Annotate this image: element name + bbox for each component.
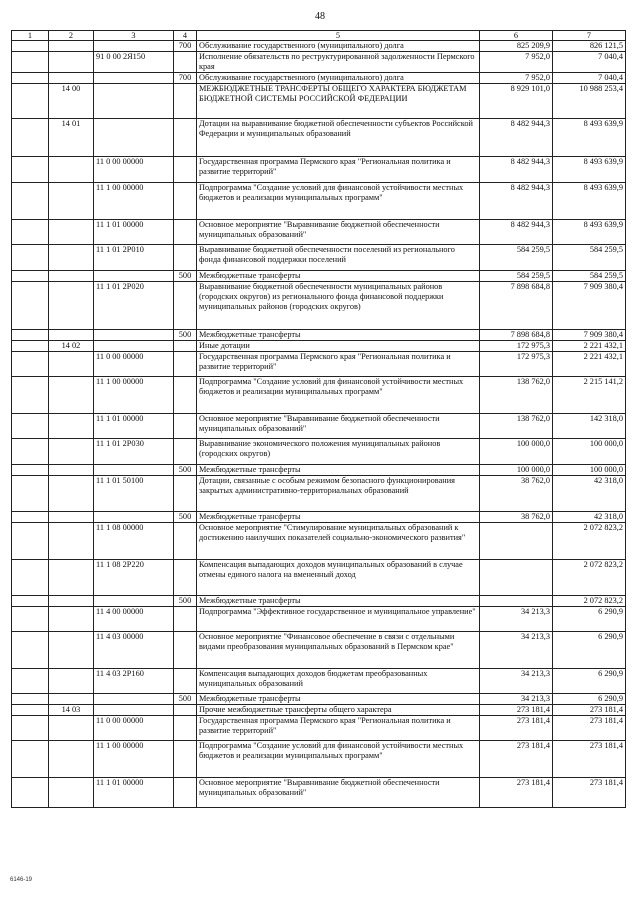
cell-expense-type [174, 607, 197, 632]
cell-description: Межбюджетные трансферты [197, 330, 480, 341]
cell-amount-year-2: 273 181,4 [553, 741, 626, 778]
cell-description: Государственная программа Пермского края "Региональная политика и развитие территорий" [197, 716, 480, 741]
cell-amount-year-1: 8 482 944,3 [480, 157, 553, 183]
cell-target-article: 11 1 01 00000 [94, 778, 174, 808]
cell-subsection-code [49, 596, 94, 607]
cell-target-article: 11 4 03 00000 [94, 632, 174, 669]
cell-amount-year-2: 584 259,5 [553, 271, 626, 282]
cell-amount-year-2: 584 259,5 [553, 245, 626, 271]
cell-expense-type [174, 778, 197, 808]
cell-target-article [94, 119, 174, 157]
cell-section-index [12, 596, 49, 607]
cell-description: Основное мероприятие "Финансовое обеспечение в связи с отдельными видами преобразования муниципальных образований в Пермском крае" [197, 632, 480, 669]
cell-amount-year-1: 8 482 944,3 [480, 183, 553, 220]
cell-target-article: 11 1 01 2Р010 [94, 245, 174, 271]
cell-amount-year-1: 7 898 684,8 [480, 282, 553, 330]
cell-expense-type [174, 560, 197, 596]
cell-expense-type: 500 [174, 271, 197, 282]
table-row [12, 282, 626, 330]
cell-amount-year-2: 7 909 380,4 [553, 282, 626, 330]
cell-amount-year-1 [480, 523, 553, 560]
cell-subsection-code [49, 220, 94, 245]
cell-section-index [12, 669, 49, 694]
cell-target-article [94, 271, 174, 282]
cell-description: Межбюджетные трансферты [197, 271, 480, 282]
cell-target-article: 11 0 00 00000 [94, 157, 174, 183]
cell-amount-year-2: 8 493 639,9 [553, 119, 626, 157]
cell-amount-year-2: 7 040,4 [553, 73, 626, 84]
cell-target-article: 11 1 01 00000 [94, 220, 174, 245]
cell-section-index [12, 41, 49, 52]
cell-target-article: 11 0 00 00000 [94, 352, 174, 377]
cell-section-index [12, 439, 49, 465]
cell-expense-type: 500 [174, 330, 197, 341]
cell-description: Основное мероприятие "Стимулирование муниципальных образований к достижению наилучших показателей социально-экономического развития" [197, 523, 480, 560]
cell-description: Межбюджетные трансферты [197, 596, 480, 607]
cell-amount-year-2: 8 493 639,9 [553, 220, 626, 245]
cell-amount-year-1: 34 213,3 [480, 669, 553, 694]
cell-target-article [94, 596, 174, 607]
cell-description: Государственная программа Пермского края "Региональная политика и развитие территорий" [197, 157, 480, 183]
cell-description: Обслуживание государственного (муниципального) долга [197, 41, 480, 52]
cell-target-article: 11 0 00 00000 [94, 716, 174, 741]
cell-subsection-code [49, 271, 94, 282]
cell-amount-year-1: 7 898 684,8 [480, 330, 553, 341]
cell-target-article [94, 73, 174, 84]
cell-subsection-code [49, 73, 94, 84]
cell-amount-year-1: 273 181,4 [480, 741, 553, 778]
cell-section-index [12, 157, 49, 183]
cell-amount-year-2: 826 121,5 [553, 41, 626, 52]
cell-target-article: 11 1 08 2Р220 [94, 560, 174, 596]
cell-amount-year-2: 7 909 380,4 [553, 330, 626, 341]
table-row [12, 523, 626, 560]
table-row [12, 330, 626, 341]
cell-description: Основное мероприятие "Выравнивание бюджетной обеспеченности муниципальных образований" [197, 220, 480, 245]
cell-target-article [94, 512, 174, 523]
cell-target-article [94, 705, 174, 716]
cell-amount-year-2: 42 318,0 [553, 476, 626, 512]
table-row [12, 476, 626, 512]
cell-target-article: 11 1 00 00000 [94, 741, 174, 778]
cell-amount-year-1: 100 000,0 [480, 439, 553, 465]
cell-section-index [12, 560, 49, 596]
cell-amount-year-1: 172 975,3 [480, 352, 553, 377]
cell-target-article: 11 1 00 00000 [94, 377, 174, 414]
cell-amount-year-1: 100 000,0 [480, 465, 553, 476]
table-row [12, 607, 626, 632]
table-body [12, 41, 626, 808]
cell-description: Дотации на выравнивание бюджетной обеспеченности субъектов Российской Федерации и муниципальных образований [197, 119, 480, 157]
cell-amount-year-2: 2 072 823,2 [553, 523, 626, 560]
cell-section-index [12, 705, 49, 716]
table-row [12, 84, 626, 119]
cell-section-index [12, 377, 49, 414]
cell-subsection-code [49, 632, 94, 669]
column-header: 5 [197, 31, 480, 41]
cell-subsection-code [49, 512, 94, 523]
cell-amount-year-1 [480, 596, 553, 607]
cell-description: Подпрограмма "Создание условий для финансовой устойчивости местных бюджетов и реализации муниципальных программ" [197, 183, 480, 220]
cell-amount-year-1: 584 259,5 [480, 245, 553, 271]
table-row [12, 73, 626, 84]
cell-description: Основное мероприятие "Выравнивание бюджетной обеспеченности муниципальных образований" [197, 414, 480, 439]
cell-expense-type [174, 119, 197, 157]
cell-target-article: 11 1 01 2Р030 [94, 439, 174, 465]
cell-section-index [12, 778, 49, 808]
cell-target-article: 11 1 01 2Р020 [94, 282, 174, 330]
cell-description: МЕЖБЮДЖЕТНЫЕ ТРАНСФЕРТЫ ОБЩЕГО ХАРАКТЕРА БЮДЖЕТАМ БЮДЖЕТНОЙ СИСТЕМЫ РОССИЙСКОЙ ФЕДЕРАЦИИ [197, 84, 480, 119]
cell-target-article: 11 1 01 00000 [94, 414, 174, 439]
cell-expense-type [174, 183, 197, 220]
cell-amount-year-2: 142 318,0 [553, 414, 626, 439]
cell-subsection-code [49, 476, 94, 512]
table-row [12, 271, 626, 282]
cell-target-article: 11 1 00 00000 [94, 183, 174, 220]
cell-amount-year-1: 273 181,4 [480, 705, 553, 716]
table-row [12, 183, 626, 220]
cell-section-index [12, 52, 49, 73]
cell-expense-type [174, 52, 197, 73]
cell-subsection-code: 14 02 [49, 341, 94, 352]
cell-expense-type: 500 [174, 694, 197, 705]
cell-amount-year-2: 273 181,4 [553, 705, 626, 716]
cell-amount-year-2: 2 221 432,1 [553, 352, 626, 377]
cell-target-article [94, 41, 174, 52]
cell-section-index [12, 476, 49, 512]
cell-expense-type [174, 523, 197, 560]
cell-target-article [94, 694, 174, 705]
cell-subsection-code [49, 52, 94, 73]
cell-expense-type [174, 282, 197, 330]
cell-subsection-code [49, 183, 94, 220]
cell-subsection-code [49, 741, 94, 778]
cell-amount-year-1: 825 209,9 [480, 41, 553, 52]
cell-amount-year-2: 273 181,4 [553, 716, 626, 741]
column-header: 7 [553, 31, 626, 41]
cell-expense-type [174, 414, 197, 439]
cell-expense-type [174, 439, 197, 465]
cell-amount-year-2: 100 000,0 [553, 465, 626, 476]
table-row [12, 596, 626, 607]
cell-amount-year-2: 2 072 823,2 [553, 560, 626, 596]
table-row [12, 414, 626, 439]
table-row [12, 669, 626, 694]
cell-expense-type [174, 157, 197, 183]
cell-subsection-code [49, 439, 94, 465]
cell-amount-year-1: 273 181,4 [480, 778, 553, 808]
cell-amount-year-2: 6 290,9 [553, 694, 626, 705]
cell-subsection-code [49, 778, 94, 808]
cell-section-index [12, 119, 49, 157]
column-header: 2 [49, 31, 94, 41]
document-code: 6146-19 [10, 877, 33, 883]
cell-amount-year-1: 38 762,0 [480, 476, 553, 512]
cell-description: Выравнивание бюджетной обеспеченности поселений из регионального фонда финансовой поддержки поселений [197, 245, 480, 271]
cell-amount-year-1: 34 213,3 [480, 607, 553, 632]
table-row [12, 119, 626, 157]
table-row [12, 512, 626, 523]
cell-section-index [12, 716, 49, 741]
cell-amount-year-1: 273 181,4 [480, 716, 553, 741]
cell-description: Подпрограмма "Создание условий для финансовой устойчивости местных бюджетов и реализации муниципальных программ" [197, 741, 480, 778]
budget-table [11, 30, 626, 808]
cell-amount-year-1: 8 482 944,3 [480, 220, 553, 245]
cell-section-index [12, 741, 49, 778]
cell-description: Межбюджетные трансферты [197, 512, 480, 523]
cell-amount-year-2: 10 988 253,4 [553, 84, 626, 119]
cell-section-index [12, 414, 49, 439]
cell-section-index [12, 271, 49, 282]
cell-description: Компенсация выпадающих доходов муниципальных образований в случае отмены единого налога на вмененный доход [197, 560, 480, 596]
cell-description: Выравнивание экономического положения муниципальных районов (городских округов) [197, 439, 480, 465]
cell-expense-type [174, 632, 197, 669]
cell-description: Обслуживание государственного (муниципального) долга [197, 73, 480, 84]
cell-amount-year-2: 6 290,9 [553, 632, 626, 669]
cell-expense-type: 500 [174, 596, 197, 607]
cell-amount-year-2: 2 215 141,2 [553, 377, 626, 414]
column-header: 6 [480, 31, 553, 41]
cell-expense-type [174, 352, 197, 377]
cell-description: Компенсация выпадающих доходов бюджетам преобразованных муниципальных образований [197, 669, 480, 694]
cell-amount-year-1: 8 482 944,3 [480, 119, 553, 157]
cell-subsection-code [49, 669, 94, 694]
cell-section-index [12, 73, 49, 84]
table-row [12, 716, 626, 741]
cell-amount-year-1: 34 213,3 [480, 694, 553, 705]
cell-subsection-code [49, 716, 94, 741]
cell-target-article: 11 1 08 00000 [94, 523, 174, 560]
cell-amount-year-1: 172 975,3 [480, 341, 553, 352]
cell-section-index [12, 341, 49, 352]
cell-description: Прочие межбюджетные трансферты общего характера [197, 705, 480, 716]
cell-section-index [12, 632, 49, 669]
cell-description: Выравнивание бюджетной обеспеченности муниципальных районов (городских округов) из регионального фонда финансовой поддержки муниципальных районов (городских округов) [197, 282, 480, 330]
table-row [12, 245, 626, 271]
cell-expense-type [174, 220, 197, 245]
cell-subsection-code [49, 465, 94, 476]
cell-amount-year-2: 6 290,9 [553, 669, 626, 694]
table-row [12, 632, 626, 669]
header-row [12, 31, 626, 41]
cell-description: Исполнение обязательств по реструктурированной задолженности Пермского края [197, 52, 480, 73]
table-row [12, 560, 626, 596]
cell-amount-year-2: 7 040,4 [553, 52, 626, 73]
cell-section-index [12, 220, 49, 245]
cell-subsection-code [49, 607, 94, 632]
cell-target-article [94, 465, 174, 476]
cell-amount-year-2: 273 181,4 [553, 778, 626, 808]
cell-amount-year-2: 100 000,0 [553, 439, 626, 465]
cell-amount-year-2: 8 493 639,9 [553, 183, 626, 220]
cell-amount-year-1: 8 929 101,0 [480, 84, 553, 119]
cell-description: Межбюджетные трансферты [197, 465, 480, 476]
cell-section-index [12, 282, 49, 330]
cell-expense-type [174, 669, 197, 694]
cell-target-article: 11 1 01 50100 [94, 476, 174, 512]
cell-section-index [12, 245, 49, 271]
cell-section-index [12, 352, 49, 377]
cell-description: Подпрограмма "Создание условий для финансовой устойчивости местных бюджетов и реализации муниципальных программ" [197, 377, 480, 414]
cell-expense-type: 700 [174, 41, 197, 52]
cell-amount-year-1: 38 762,0 [480, 512, 553, 523]
table-row [12, 341, 626, 352]
cell-amount-year-2: 2 072 823,2 [553, 596, 626, 607]
cell-section-index [12, 465, 49, 476]
cell-amount-year-1: 34 213,3 [480, 632, 553, 669]
table-row [12, 157, 626, 183]
cell-section-index [12, 523, 49, 560]
cell-expense-type [174, 716, 197, 741]
cell-description: Иные дотации [197, 341, 480, 352]
cell-subsection-code [49, 245, 94, 271]
cell-section-index [12, 183, 49, 220]
cell-description: Межбюджетные трансферты [197, 694, 480, 705]
cell-section-index [12, 512, 49, 523]
cell-description: Государственная программа Пермского края "Региональная политика и развитие территорий" [197, 352, 480, 377]
cell-target-article: 91 0 00 2Я150 [94, 52, 174, 73]
cell-target-article [94, 341, 174, 352]
cell-amount-year-1: 7 952,0 [480, 73, 553, 84]
cell-subsection-code [49, 352, 94, 377]
cell-amount-year-1: 138 762,0 [480, 377, 553, 414]
cell-expense-type [174, 741, 197, 778]
cell-subsection-code: 14 00 [49, 84, 94, 119]
cell-subsection-code [49, 282, 94, 330]
cell-expense-type [174, 341, 197, 352]
table-row [12, 465, 626, 476]
cell-amount-year-2: 6 290,9 [553, 607, 626, 632]
table-row [12, 694, 626, 705]
cell-expense-type [174, 705, 197, 716]
cell-subsection-code [49, 157, 94, 183]
cell-expense-type [174, 377, 197, 414]
table-row [12, 220, 626, 245]
table-row [12, 778, 626, 808]
cell-description: Основное мероприятие "Выравнивание бюджетной обеспеченности муниципальных образований" [197, 778, 480, 808]
cell-subsection-code [49, 414, 94, 439]
table-row [12, 52, 626, 73]
table-row [12, 705, 626, 716]
cell-section-index [12, 607, 49, 632]
cell-target-article [94, 330, 174, 341]
cell-amount-year-2: 8 493 639,9 [553, 157, 626, 183]
cell-expense-type: 500 [174, 512, 197, 523]
cell-expense-type [174, 84, 197, 119]
cell-subsection-code [49, 523, 94, 560]
column-header: 3 [94, 31, 174, 41]
cell-amount-year-1: 584 259,5 [480, 271, 553, 282]
cell-subsection-code: 14 01 [49, 119, 94, 157]
cell-amount-year-1: 138 762,0 [480, 414, 553, 439]
cell-amount-year-2: 42 318,0 [553, 512, 626, 523]
cell-target-article: 11 4 03 2Р160 [94, 669, 174, 694]
page-number: 48 [315, 11, 325, 22]
table-row [12, 741, 626, 778]
table-row [12, 352, 626, 377]
cell-expense-type: 700 [174, 73, 197, 84]
cell-expense-type [174, 476, 197, 512]
cell-amount-year-1 [480, 560, 553, 596]
cell-subsection-code [49, 694, 94, 705]
cell-section-index [12, 84, 49, 119]
cell-subsection-code [49, 377, 94, 414]
column-header: 1 [12, 31, 49, 41]
cell-section-index [12, 694, 49, 705]
cell-target-article: 11 4 00 00000 [94, 607, 174, 632]
table-row [12, 377, 626, 414]
cell-subsection-code: 14 03 [49, 705, 94, 716]
cell-subsection-code [49, 560, 94, 596]
table-row [12, 41, 626, 52]
column-header: 4 [174, 31, 197, 41]
cell-description: Дотации, связанные с особым режимом безопасного функционирования закрытых административно-территориальных образований [197, 476, 480, 512]
cell-amount-year-1: 7 952,0 [480, 52, 553, 73]
cell-expense-type: 500 [174, 465, 197, 476]
cell-target-article [94, 84, 174, 119]
cell-subsection-code [49, 41, 94, 52]
cell-expense-type [174, 245, 197, 271]
table-row [12, 439, 626, 465]
cell-subsection-code [49, 330, 94, 341]
cell-section-index [12, 330, 49, 341]
cell-description: Подпрограмма "Эффективное государственное и муниципальное управление" [197, 607, 480, 632]
cell-amount-year-2: 2 221 432,1 [553, 341, 626, 352]
